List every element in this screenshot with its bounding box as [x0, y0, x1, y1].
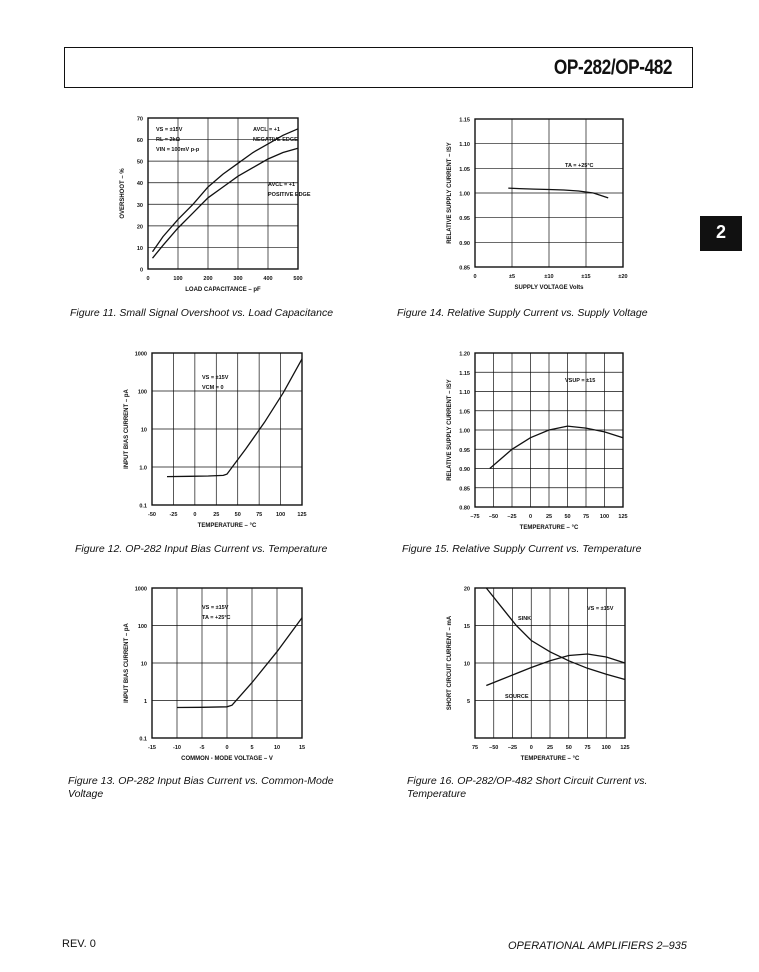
x-tick-label: 0: [529, 745, 533, 751]
caption-fig16: Figure 16. OP-282/OP-482 Short Circuit Current vs. Temperature: [407, 775, 648, 800]
x-tick-label: -25: [169, 512, 178, 518]
y-tick-label: 10: [136, 245, 143, 252]
x-tick-label: ±15: [581, 274, 591, 280]
x-tick-label: –50: [489, 745, 499, 751]
x-tick-label: 125: [620, 745, 630, 751]
y-tick-label: 1000: [134, 351, 147, 358]
x-tick-label: 75: [471, 745, 479, 751]
x-tick-label: 25: [546, 745, 554, 751]
series-line: [490, 426, 623, 468]
chart-annotation: VIN = 100mV p-p: [156, 147, 200, 153]
x-tick-label: 5: [250, 745, 254, 751]
x-tick-label: 15: [298, 745, 306, 751]
chart-annotation: VSUP = ±15: [565, 378, 596, 384]
x-axis-label: COMMON - MODE VOLTAGE – V: [181, 756, 273, 762]
footer-rev: REV. 0: [62, 938, 96, 950]
y-tick-label: 15: [463, 624, 470, 630]
x-tick-label: 75: [584, 745, 591, 751]
y-tick-label: 0: [139, 267, 143, 274]
x-tick-label: 50: [565, 745, 572, 751]
caption-fig15: Figure 15. Relative Supply Current vs. Temperature: [402, 543, 642, 555]
x-tick-label: 125: [618, 514, 628, 520]
y-tick-label: 0.80: [459, 505, 470, 512]
x-tick-label: 0: [473, 274, 477, 280]
x-tick-label: –25: [507, 514, 517, 520]
x-tick-label: 50: [234, 512, 241, 518]
y-tick-label: 0.85: [459, 486, 470, 493]
y-tick-label: 0.85: [459, 265, 470, 272]
x-tick-label: ±20: [618, 274, 628, 280]
x-tick-label: 100: [275, 512, 286, 518]
y-tick-label: 0.95: [459, 216, 470, 223]
y-tick-label: 0.95: [459, 447, 470, 454]
y-tick-label: 1.20: [459, 351, 470, 358]
y-axis-label: RELATIVE SUPPLY CURRENT – ISY: [447, 379, 453, 481]
y-tick-label: 1: [143, 699, 147, 705]
chart-fig14: [430, 110, 635, 300]
y-tick-label: 1.00: [459, 191, 470, 198]
x-axis-label: TEMPERATURE – °C: [520, 756, 580, 762]
y-tick-label: 1.05: [459, 409, 470, 416]
chart-annotation: VCM = 0: [202, 385, 224, 391]
y-axis-label: INPUT BIAS CURRENT – pA: [124, 623, 130, 703]
y-tick-label: 10: [140, 427, 147, 434]
chart-annotation: SOURCE: [505, 694, 529, 700]
caption-fig11: Figure 11. Small Signal Overshoot vs. Load Capacitance: [70, 307, 334, 319]
series-line: [153, 148, 299, 258]
x-tick-label: –50: [488, 514, 499, 520]
chart-fig11: [116, 112, 316, 297]
x-tick-label: 75: [256, 512, 263, 518]
x-axis-label: SUPPLY VOLTAGE Volts: [514, 285, 584, 291]
chart-annotation: VS = ±15V: [156, 127, 183, 133]
section-tab-label: 2: [715, 222, 726, 242]
x-tick-label: 400: [263, 276, 273, 282]
y-axis-label: INPUT BIAS CURRENT – pA: [124, 389, 130, 469]
x-tick-label: 0: [193, 512, 197, 518]
header-box: [64, 47, 693, 88]
y-tick-label: 1000: [134, 586, 147, 593]
x-tick-label: 200: [203, 276, 213, 282]
x-axis-label: TEMPERATURE – °C: [197, 523, 257, 529]
y-tick-label: 100: [137, 624, 147, 630]
x-tick-label: 300: [233, 276, 243, 282]
x-tick-label: -10: [173, 745, 181, 751]
y-tick-label: 1.10: [459, 142, 470, 149]
y-tick-label: 40: [136, 181, 143, 188]
y-tick-label: 1.00: [459, 428, 470, 435]
chart-fig16: [435, 580, 635, 770]
x-tick-label: 0: [225, 745, 229, 751]
chart-annotation: SINK: [518, 616, 532, 622]
x-tick-label: 100: [599, 514, 610, 520]
y-tick-label: 70: [136, 116, 143, 123]
x-tick-label: 0: [528, 514, 533, 520]
x-tick-label: -50: [148, 512, 156, 518]
y-tick-label: 0.90: [459, 467, 470, 473]
x-tick-label: 25: [545, 514, 553, 520]
chart-fig13: [112, 580, 317, 770]
chart-annotation: TA = +25°C: [202, 615, 231, 621]
x-tick-label: -15: [148, 745, 156, 751]
series-line: [167, 359, 302, 477]
y-tick-label: 1.10: [459, 390, 470, 396]
section-tab: [700, 216, 742, 251]
x-tick-label: ±10: [544, 274, 554, 280]
chart-fig12: [112, 345, 317, 535]
chart-annotation: TA = +25°C: [565, 163, 594, 169]
y-axis-label: OVERSHOOT – %: [120, 168, 126, 219]
y-tick-label: 30: [136, 202, 143, 209]
y-tick-label: 10: [463, 661, 470, 668]
y-tick-label: 1.15: [459, 117, 470, 124]
chart-annotation: AVCL = +1: [253, 127, 281, 133]
caption-fig12: Figure 12. OP-282 Input Bias Current vs. Temperature: [75, 543, 328, 555]
chart-annotation: VS = ±15V: [202, 605, 229, 611]
y-tick-label: 50: [136, 159, 143, 166]
chart-annotation: NEGATIVE EDGE: [253, 137, 298, 143]
y-tick-label: 0.1: [139, 736, 147, 743]
x-axis-label: LOAD CAPACITANCE – pF: [185, 287, 261, 293]
caption-fig14: Figure 14. Relative Supply Current vs. Supply Voltage: [397, 307, 648, 319]
x-tick-label: 500: [293, 276, 303, 282]
page-title: OP-282/OP-482: [553, 56, 672, 79]
y-tick-label: 20: [463, 586, 470, 593]
x-tick-label: –25: [507, 745, 518, 751]
x-tick-label: 10: [273, 745, 281, 751]
chart-annotation: POSITIVE EDGE: [268, 192, 311, 198]
y-tick-label: 0.1: [139, 503, 147, 510]
chart-annotation: AVCL = +1: [268, 182, 296, 188]
x-tick-label: -5: [199, 745, 205, 751]
caption-fig13: Figure 13. OP-282 Input Bias Current vs. Common-Mode Voltage: [68, 775, 334, 800]
y-tick-label: 1.15: [459, 370, 470, 377]
y-tick-label: 0.90: [459, 240, 470, 247]
chart-annotation: VS = ±15V: [587, 606, 614, 612]
y-tick-label: 100: [137, 389, 147, 396]
x-tick-label: 100: [173, 276, 183, 282]
x-tick-label: 50: [564, 514, 571, 520]
x-tick-label: 0: [146, 276, 150, 282]
x-tick-label: ±5: [508, 274, 516, 280]
y-tick-label: 1.0: [139, 465, 147, 472]
y-tick-label: 20: [136, 224, 143, 231]
y-tick-label: 60: [136, 138, 143, 145]
y-axis-label: SHORT CIRCUIT CURRENT – mA: [447, 615, 453, 711]
x-tick-label: 25: [213, 512, 220, 518]
y-tick-label: 1.05: [459, 166, 470, 173]
chart-fig15: [435, 345, 635, 535]
x-tick-label: 75: [582, 514, 590, 520]
y-tick-label: 10: [140, 661, 147, 668]
x-tick-label: 125: [297, 512, 307, 518]
x-tick-label: 100: [601, 745, 611, 751]
y-tick-label: 5: [466, 699, 470, 705]
y-axis-label: RELATIVE SUPPLY CURRENT – ISY: [447, 142, 453, 244]
footer-section: OPERATIONAL AMPLIFIERS 2–935: [508, 940, 687, 952]
x-tick-label: –75: [470, 514, 480, 520]
chart-annotation: RL = 2kΩ: [156, 137, 181, 143]
series-line: [486, 588, 625, 680]
x-axis-label: TEMPERATURE – °C: [519, 525, 579, 531]
chart-annotation: VS = ±15V: [202, 375, 229, 381]
series-line: [486, 654, 625, 686]
